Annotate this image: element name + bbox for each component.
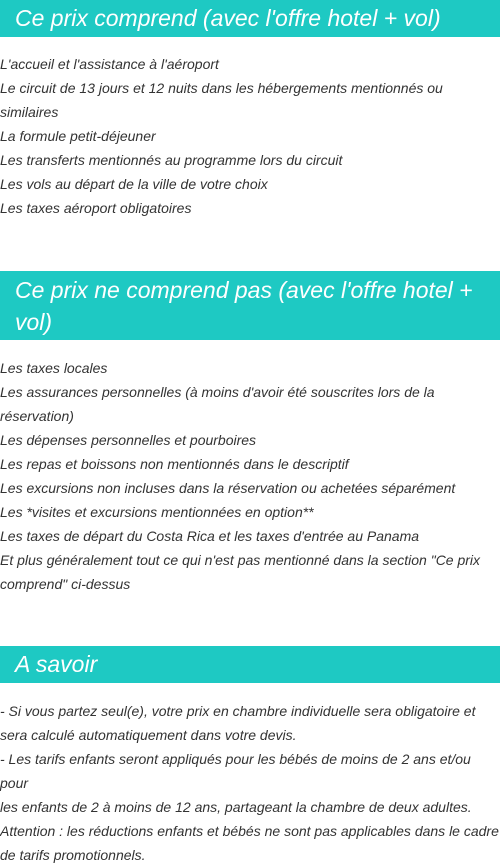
list-item: Les taxes de départ du Costa Rica et les taxes d'entrée au Panama (0, 528, 420, 544)
section-header-good-to-know (0, 646, 500, 683)
section-title-line: vol) (15, 309, 53, 335)
paragraph-line: les enfants de 2 à moins de 12 ans, partageant la chambre de deux adultes. (0, 799, 472, 815)
included-list (0, 52, 500, 220)
list-item: Les transferts mentionnés au programme lors du circuit (0, 152, 343, 168)
list-item: similaires (0, 104, 59, 120)
list-item: Et plus généralement tout ce qui n'est pas mentionné dans la section "Ce prix (0, 552, 481, 568)
section-header-not-included (0, 271, 500, 340)
section-title: A savoir (15, 651, 98, 677)
list-item: Le circuit de 13 jours et 12 nuits dans les hébergements mentionnés ou (0, 80, 443, 96)
list-item: Les dépenses personnelles et pourboires (0, 432, 257, 448)
list-item: Les vols au départ de la ville de votre choix (0, 176, 268, 192)
paragraph-line: sera calculé automatiquement dans votre devis. (0, 727, 297, 743)
section-title-line: Ce prix ne comprend pas (avec l'offre hotel + (15, 277, 473, 303)
list-item: Les assurances personnelles (à moins d'avoir été souscrites lors de la (0, 384, 435, 400)
section-title: Ce prix comprend (avec l'offre hotel + vol) (15, 5, 441, 31)
section-header-included (0, 0, 500, 37)
good-to-know-text (0, 699, 500, 867)
list-item: Les taxes aéroport obligatoires (0, 200, 192, 216)
list-item: Les *visites et excursions mentionnées en option** (0, 504, 314, 520)
paragraph-line: - Les tarifs enfants seront appliqués pour les bébés de moins de 2 ans et/ou pour (0, 751, 471, 791)
list-item: Les taxes locales (0, 360, 108, 376)
not-included-list (0, 356, 500, 596)
paragraph-line: - Si vous partez seul(e), votre prix en chambre individuelle sera obligatoire et (0, 703, 476, 719)
list-item: Les excursions non incluses dans la réservation ou achetées séparément (0, 480, 456, 496)
list-item: La formule petit-déjeuner (0, 128, 156, 144)
paragraph-line: de tarifs promotionnels. (0, 847, 146, 863)
list-item: L'accueil et l'assistance à l'aéroport (0, 56, 219, 72)
list-item: comprend" ci-dessus (0, 576, 131, 592)
list-item: réservation) (0, 408, 74, 424)
paragraph-line: Attention : les réductions enfants et bébés ne sont pas applicables dans le cadre (0, 823, 499, 839)
list-item: Les repas et boissons non mentionnés dans le descriptif (0, 456, 349, 472)
